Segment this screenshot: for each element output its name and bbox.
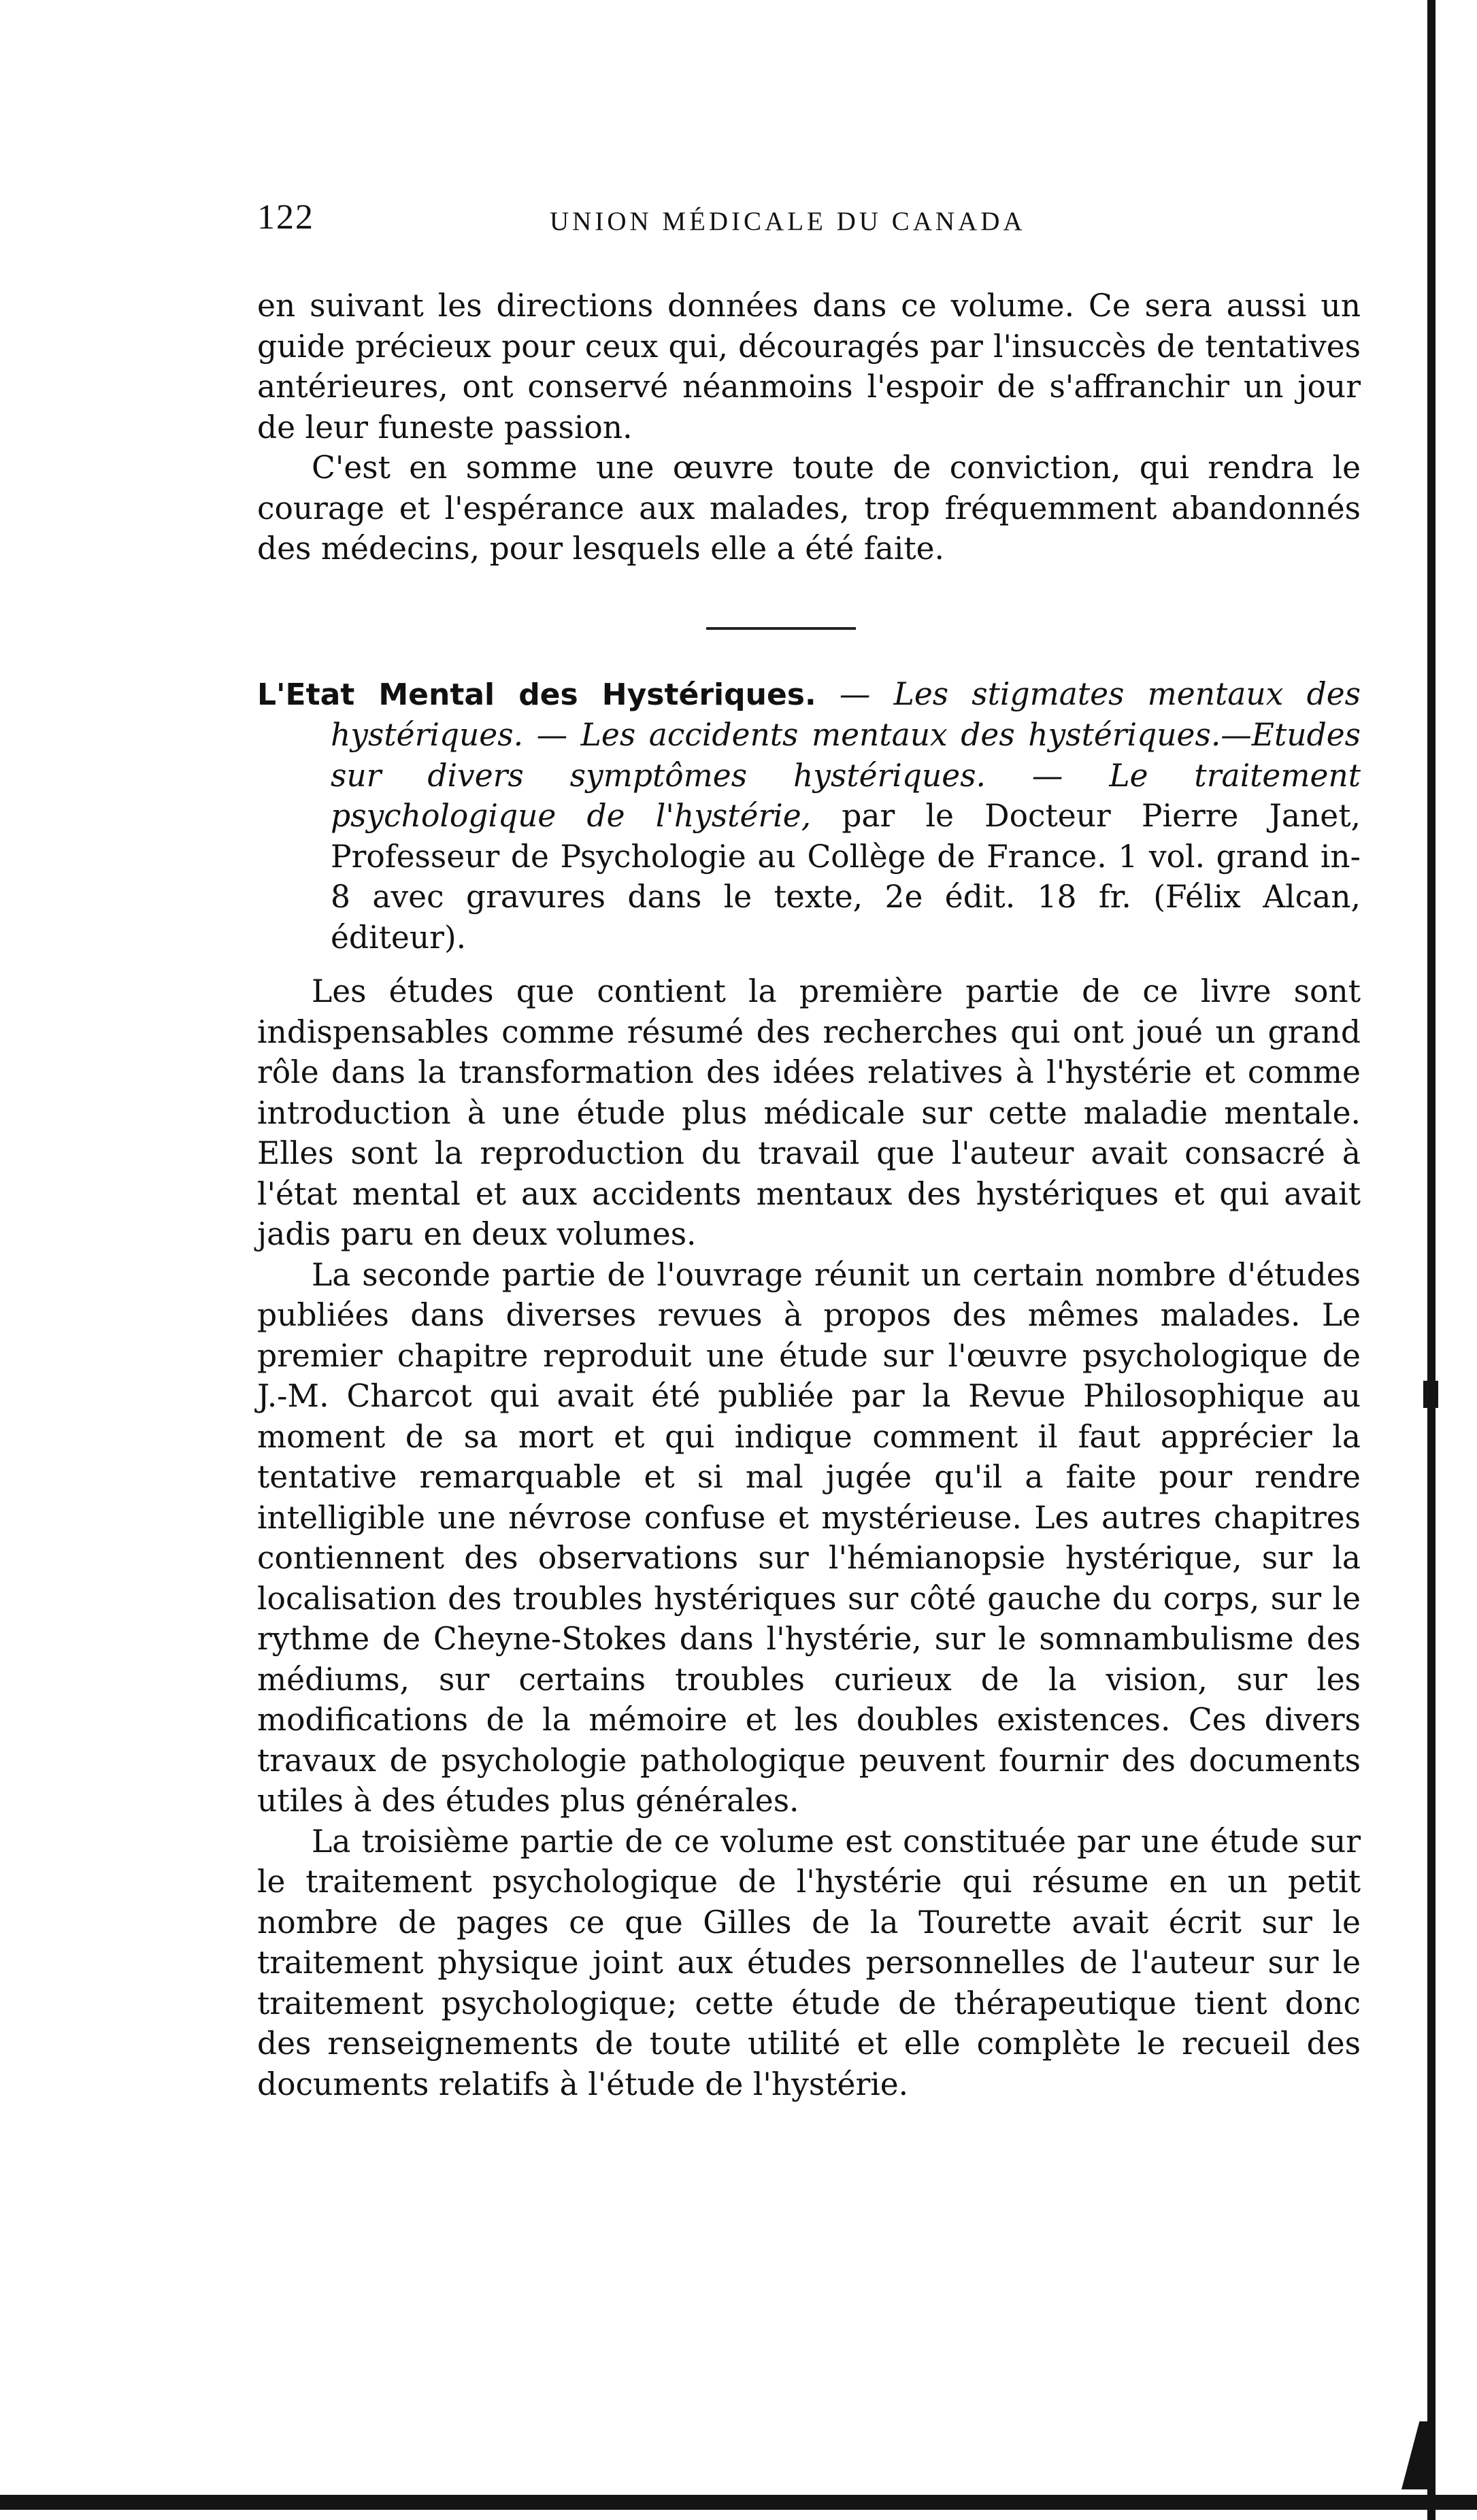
book-title: L'Etat Mental des Hystériques.	[257, 677, 816, 712]
page-number: 122	[257, 198, 314, 237]
page-edge-shadow-corner	[1401, 2421, 1431, 2489]
intro-paragraph-continued: en suivant les directions données dans ce volume. Ce sera aussi un guide précieux pour ceux qui, découragés par l'insuccès de tentatives antérieures, ont conservé néanmoins l'espoir de s'affranchir un jour de leur funeste passion.	[257, 288, 1361, 446]
book-subtitle: — Les stigmates mentaux des hystériques. — Les accidents mentaux des hystériques.—Etudes sur divers symptômes hystériques. — Le traitement psychologique de l'hystérie,	[331, 675, 1361, 834]
review-paragraph: La seconde partie de l'ouvrage réunit un certain nombre d'études publiées dans diverses revues à propos des mêmes malades. Le premier chapitre reproduit une étude sur l'œuvre psychologique de J.-M. Charcot qui avait été publiée par la Revue Philosophique au moment de sa mort et qui indique comment il faut apprécier la tentative remarquable et si mal jugée qu'il a faite pour rendre intelligible une névrose confuse et mystérieuse. Les autres chapitres contiennent des observations sur l'hémianopsie hystérique, sur la localisation des troubles hystériques sur côté gauche du corps, sur le rythme de Cheyne-Stokes dans l'hystérie, sur le somnambulisme des médiums, sur certains troubles curieux de la vision, sur les modifications de la mémoire et les doubles existences. Ces divers travaux de psychologie pathologique peuvent fournir des documents utiles à des études plus générales.	[257, 1256, 1361, 1819]
review-paragraph: Les études que contient la première partie de ce livre sont indispensables comme résumé des recherches qui ont joué un grand rôle dans la transformation des idées relatives à l'hystérie et comme introduction à une étude plus médicale sur cette maladie mentale. Elles sont la reproduction du travail que l'auteur avait consacré à l'état mental et aux accidents mentaux des hystériques et qui avait jadis paru en deux volumes.	[257, 973, 1361, 1252]
page-content	[257, 197, 1361, 2104]
page-edge-mark	[1423, 1381, 1438, 1408]
intro-paragraph: C'est en somme une œuvre toute de conviction, qui rendra le courage et l'espérance aux malades, trop fréquemment abandonnés des médecins, pour lesquels elle a été faite.	[257, 450, 1361, 567]
section-divider	[706, 627, 856, 630]
journal-title: UNION MÉDICALE DU CANADA	[550, 207, 1026, 236]
review-heading	[257, 674, 1361, 958]
bibliographic-details: par le Docteur Pierre Janet, Professeur de Psychologie au Collège de France. 1 vol. grand in-8 avec gravures dans le texte, 2e édit. 18 fr. (Félix Alcan, éditeur).	[331, 798, 1361, 956]
running-head	[257, 197, 1361, 238]
page-edge-shadow-right	[1427, 0, 1435, 2520]
page-edge-shadow-bottom	[0, 2495, 1477, 2510]
review-paragraph: La troisième partie de ce volume est constituée par une étude sur le traitement psychologique de l'hystérie qui résume en un petit nombre de pages ce que Gilles de la Tourette avait écrit sur le traitement physique joint aux études personnelles de l'auteur sur le traitement psychologique; cette étude de thérapeutique tient donc des renseignements de toute utilité et elle complète le recueil des documents relatifs à l'étude de l'hystérie.	[257, 1823, 1361, 2102]
